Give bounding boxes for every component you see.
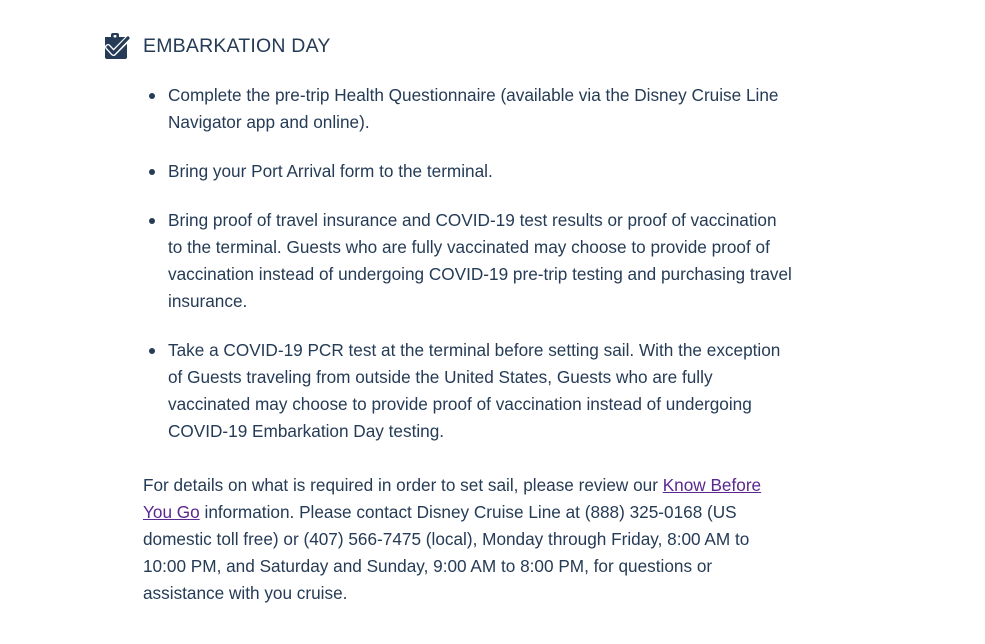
details-text-after-link: information. Please contact Disney Cruise Line at (888) 325-0168 (US domestic toll free) or (407) 566-7475 (local), Monday through Friday, 8:00 AM to 10:00 PM, and Saturday and Sunday, 9:00 AM to 8:00 PM, for questions or assistance with you cruise. [143, 502, 750, 603]
requirements-list [143, 82, 793, 467]
list-item-text: Bring your Port Arrival form to the terminal. [168, 161, 493, 181]
details-text-before-link: For details on what is required in order to set sail, please review our [143, 475, 663, 495]
list-item [143, 158, 793, 185]
list-item-text: Bring proof of travel insurance and COVID-19 test results or proof of vaccination to the terminal. Guests who are fully vaccinated may choose to provide proof of vaccination instead of undergoing COVID-19 pre-trip testing and purchasing travel insurance. [168, 210, 792, 311]
bullet-icon [149, 348, 155, 354]
section-heading [102, 30, 331, 62]
bullet-icon [149, 93, 155, 99]
details-paragraph [143, 472, 793, 607]
list-item-text: Complete the pre-trip Health Questionnaire (available via the Disney Cruise Line Navigator app and online). [168, 85, 779, 132]
bullet-icon [149, 218, 155, 224]
bullet-icon [149, 169, 155, 175]
list-item [143, 207, 793, 315]
clipboard-check-icon [102, 31, 130, 61]
list-item [143, 82, 793, 136]
section-title: EMBARKATION DAY [143, 34, 331, 57]
list-item-text: Take a COVID-19 PCR test at the terminal before setting sail. With the exception of Guests traveling from outside the United States, Guests who are fully vaccinated may choose to provide proof of vaccination instead of undergoing COVID-19 Embarkation Day testing. [168, 340, 781, 441]
list-item [143, 337, 793, 445]
know-before-you-go-link[interactable]: Know Before You Go [143, 475, 762, 522]
